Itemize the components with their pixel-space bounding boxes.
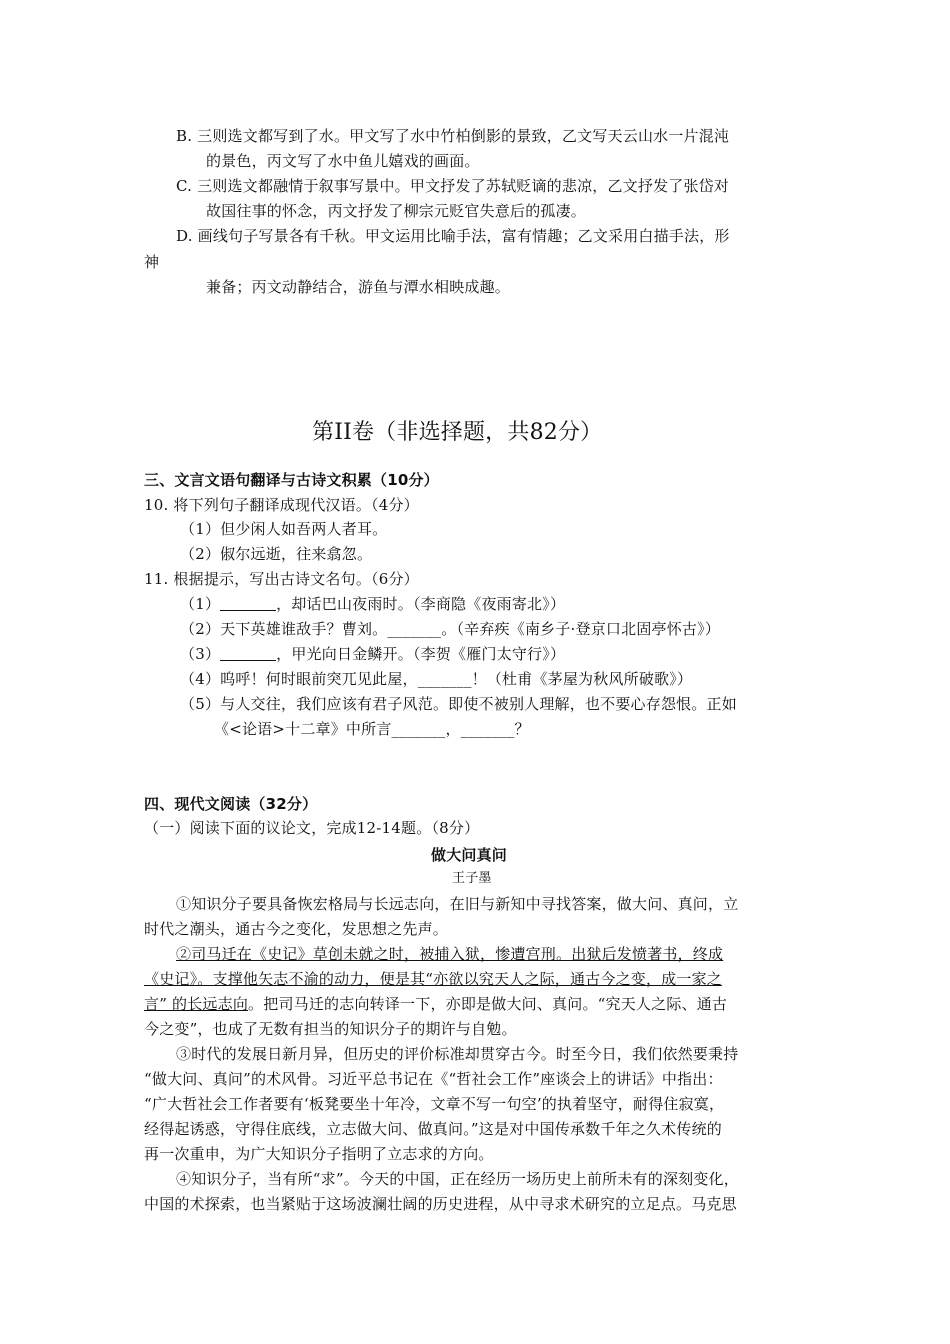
option-c-line2: 故国往事的怀念，丙文抒发了柳宗元贬官失意后的孤凄。 (206, 202, 587, 220)
option-b-line2: 的景色，丙文写了水中鱼儿嬉戏的画面。 (206, 152, 480, 170)
answer-blank[interactable] (220, 595, 276, 611)
paragraph-4-line2: 中国的术探索，也当紧贴于这场波澜壮阔的历史进程，从中寻求术研究的立足点。马克思 (144, 1195, 737, 1213)
line-rest: 。把司马迁的志向转译一下，亦即是做大问、真问。“究天人之际、通古 (248, 995, 728, 1013)
question-11-item-5-line1: （5）与人交往，我们应该有君子风范。即使不被别人理解，也不要心存怨恨。正如 (180, 695, 737, 713)
item-number: （1） (180, 595, 221, 613)
article-title: 做大问真问 (431, 846, 508, 864)
part-title: 第II卷（非选择题，共82分） (312, 420, 603, 445)
paragraph-3-line3: “广大哲社会工作者要有‘板凳要坐十年冷，文章不写一句空’的执着坚守，耐得住寂寞， (144, 1095, 725, 1113)
option-b-line1: B. 三则选文都写到了水。甲文写了水中竹柏倒影的景致，乙文写天云山水一片混沌 (176, 127, 730, 145)
question-10-item-2: （2）俶尔远逝，往来翕忽。 (180, 545, 373, 563)
article-author: 王子墨 (452, 871, 492, 886)
paragraph-1-line2: 时代之潮头，通古今之变化，发思想之先声。 (144, 920, 449, 938)
paragraph-3-line4: 经得起诱惑，守得住底线，立志做大问、做真问。”这是对中国传承数千年之久术传统的 (144, 1120, 722, 1138)
item-text: ，甲光向日金鳞开。（李贺《雁门太守行》） (276, 645, 566, 663)
question-11: 11. 根据提示，写出古诗文名句。（6分） (144, 570, 419, 588)
paragraph-3-line5: 再一次重申，为广大知识分子指明了立志求的方向。 (144, 1145, 494, 1163)
question-11-item-2: （2）天下英雄谁敌手？曹刘。_______。（辛弃疾《南乡子·登京口北固亭怀古》） (180, 620, 721, 638)
item-number: （3） (180, 645, 221, 663)
question-10-item-1: （1）但少闲人如吾两人者耳。 (180, 520, 388, 538)
paragraph-3-line1: ③时代的发展日新月异，但历史的评价标准却贯穿古今。时至今日，我们依然要秉持 (176, 1045, 739, 1063)
item-text: ，却话巴山夜雨时。（李商隐《夜雨寄北》） (276, 595, 566, 613)
paragraph-2-line3 (144, 994, 727, 1014)
section-3-heading: 三、文言文语句翻译与古诗文积累（10分） (144, 471, 439, 489)
paragraph-3-line2: “做大问、真问”的术风骨。习近平总书记在《“哲社会工作”座谈会上的讲话》中指出： (144, 1070, 723, 1088)
question-11-item-4: （4）呜呼！何时眼前突兀见此屋，_______！（杜甫《茅屋为秋风所破歌》） (180, 670, 693, 688)
option-d-line1: D. 画线句子写景各有千秋。甲文运用比喻手法，富有情趣；乙文采用白描手法，形 (176, 227, 730, 245)
paragraph-2-line2: 《史记》。支撑他矢志不渝的动力，便是其“亦欲以究天人之际，通古今之变，成一家之 (144, 970, 722, 988)
option-d-line2: 神 (144, 253, 160, 271)
question-11-item-5-line2: 《<论语>十二章》中所言_______，_______？ (214, 720, 530, 738)
question-10: 10. 将下列句子翻译成现代汉语。（4分） (144, 496, 419, 514)
paragraph-2-line1: ②司马迁在《史记》草创未就之时，被捕入狱，惨遭宫刑。出狱后发愤著书，终成 (176, 945, 724, 963)
section-4-heading: 四、现代文阅读（32分） (144, 795, 318, 813)
option-c-line1: C. 三则选文都融情于叙事写景中。甲文抒发了苏轼贬谪的悲凉，乙文抒发了张岱对 (176, 177, 730, 195)
underlined-phrase: 言” 的长远志向 (144, 995, 249, 1013)
paragraph-2-line4: 今之变”，也成了无数有担当的知识分子的期许与自勉。 (144, 1020, 517, 1038)
paragraph-1-line1: ①知识分子要具备恢宏格局与长远志向，在旧与新知中寻找答案，做大问、真问，立 (176, 895, 739, 913)
question-11-item-3 (180, 644, 565, 664)
option-d-line3: 兼备；丙文动静结合，游鱼与潭水相映成趣。 (206, 278, 511, 296)
paragraph-4-line1: ④知识分子，当有所“求”。今天的中国，正在经历一场历史上前所未有的深刻变化， (176, 1170, 739, 1188)
answer-blank[interactable] (220, 645, 276, 661)
question-11-item-1 (180, 594, 565, 614)
section-4-subheading: （一）阅读下面的议论文，完成12-14题。（8分） (144, 819, 480, 837)
